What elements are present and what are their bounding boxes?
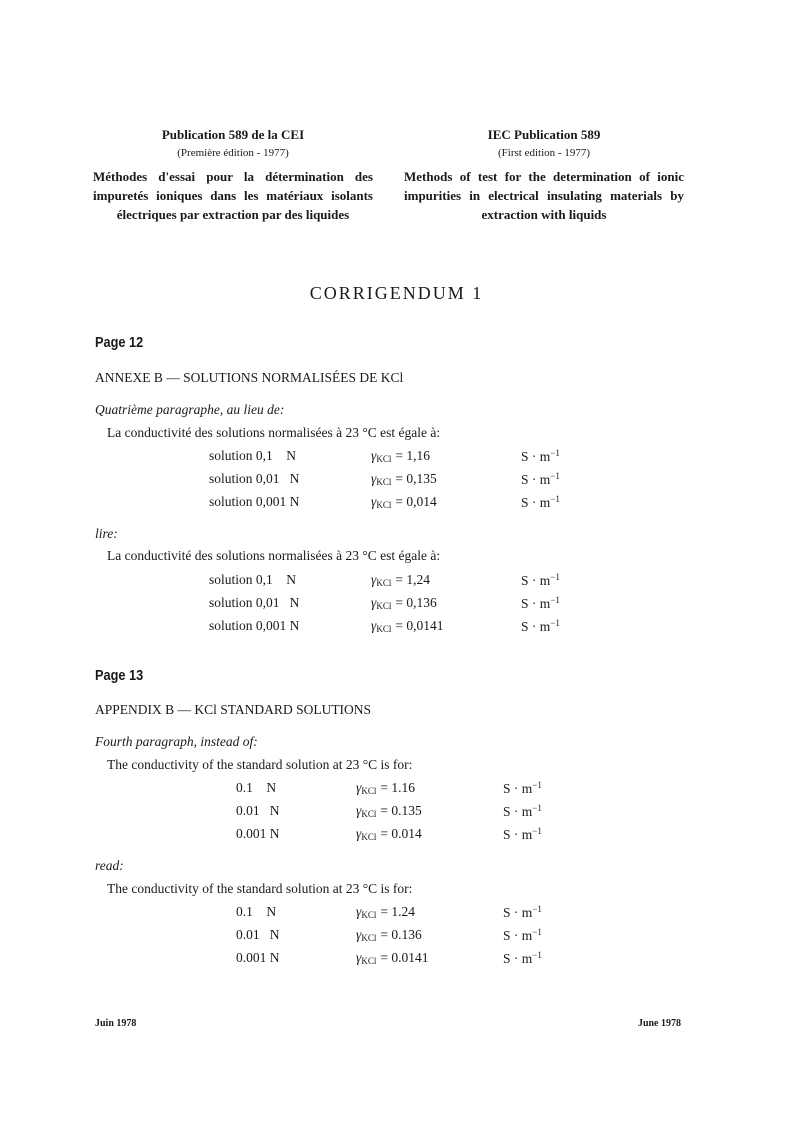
unit-exponent: −1 [550, 572, 560, 582]
unit-label [521, 494, 560, 511]
value-number: = 0.0141 [380, 950, 429, 965]
unit-label [521, 471, 560, 488]
fr-section-title: ANNEXE B — SOLUTIONS NORMALISÉES DE KCl [95, 370, 404, 385]
value-number: = 0,136 [395, 595, 437, 610]
solution-label: solution 0,001 N [209, 618, 300, 633]
unit-exponent: −1 [532, 904, 542, 914]
kcl-subscript: KCl [376, 624, 392, 634]
unit-exponent: −1 [550, 595, 560, 605]
unit-exponent: −1 [532, 950, 542, 960]
unit-base: S · m [503, 928, 533, 943]
gamma-symbol: γ [371, 618, 377, 633]
page-13-heading: Page 13 [95, 667, 144, 684]
en-intro-new: The conductivity of the standard solution at 23 °C is for: [107, 881, 413, 896]
header-english [404, 125, 684, 224]
value-number: = 0,135 [395, 471, 437, 486]
unit-label [521, 618, 560, 635]
header-en-title: IEC Publication 589 [487, 127, 601, 142]
conductivity-value [356, 803, 422, 819]
fr-intro-old: La conductivité des solutions normalisées à 23 °C est égale à: [107, 425, 441, 440]
conductivity-value [356, 780, 415, 796]
conductivity-value [371, 572, 430, 588]
kcl-subscript: KCl [376, 500, 392, 510]
value-number: = 1.16 [380, 780, 415, 795]
unit-label [521, 448, 560, 465]
unit-label [521, 572, 560, 589]
unit-base: S · m [521, 495, 551, 510]
unit-exponent: −1 [550, 618, 560, 628]
gamma-symbol: γ [371, 595, 377, 610]
unit-exponent: −1 [532, 803, 542, 813]
unit-base: S · m [521, 573, 551, 588]
corrigendum-title: CORRIGENDUM 1 [309, 283, 484, 303]
unit-label [503, 950, 542, 967]
kcl-subscript: KCl [361, 786, 377, 796]
gamma-symbol: γ [356, 950, 362, 965]
unit-base: S · m [503, 781, 533, 796]
gamma-symbol: γ [371, 572, 377, 587]
unit-exponent: −1 [532, 927, 542, 937]
conductivity-value [371, 448, 430, 464]
unit-exponent: −1 [550, 494, 560, 504]
gamma-symbol: γ [356, 826, 362, 841]
fr-intro-new: La conductivité des solutions normalisées à 23 °C est égale à: [107, 548, 441, 563]
solution-label: 0.01 N [236, 927, 280, 942]
unit-label [503, 780, 542, 797]
solution-label: solution 0,01 N [209, 471, 300, 486]
unit-base: S · m [521, 472, 551, 487]
header-fr-title: Publication 589 de la CEI [161, 127, 305, 142]
footer-left-date: Juin 1978 [95, 1018, 137, 1029]
value-number: = 1.24 [380, 904, 415, 919]
value-number: = 0.014 [380, 826, 422, 841]
gamma-symbol: γ [371, 471, 377, 486]
value-number: = 0.136 [380, 927, 422, 942]
conductivity-value [371, 618, 443, 634]
fr-read-label: lire: [95, 526, 118, 541]
unit-base: S · m [503, 905, 533, 920]
footer-right-date: June 1978 [637, 1018, 681, 1029]
en-section-title: APPENDIX B — KCl STANDARD SOLUTIONS [95, 702, 372, 717]
unit-label [521, 595, 560, 612]
kcl-subscript: KCl [361, 933, 377, 943]
unit-label [503, 927, 542, 944]
value-number: = 0,0141 [395, 618, 444, 633]
unit-exponent: −1 [532, 826, 542, 836]
en-read-label: read: [95, 858, 124, 873]
value-number: = 0,014 [395, 494, 437, 509]
kcl-subscript: KCl [361, 910, 377, 920]
unit-exponent: −1 [532, 780, 542, 790]
header-french [93, 125, 373, 224]
kcl-subscript: KCl [376, 477, 392, 487]
value-number: = 1,24 [395, 572, 430, 587]
conductivity-value [356, 826, 422, 842]
solution-label: 0.1 N [236, 780, 277, 795]
gamma-symbol: γ [371, 494, 377, 509]
unit-base: S · m [521, 449, 551, 464]
unit-exponent: −1 [550, 471, 560, 481]
value-number: = 1,16 [395, 448, 430, 463]
kcl-subscript: KCl [361, 832, 377, 842]
kcl-subscript: KCl [376, 454, 392, 464]
unit-label [503, 826, 542, 843]
unit-label [503, 803, 542, 820]
solution-label: 0.1 N [236, 904, 277, 919]
unit-base: S · m [521, 619, 551, 634]
conductivity-value [356, 904, 415, 920]
solution-label: solution 0,1 N [209, 448, 297, 463]
gamma-symbol: γ [371, 448, 377, 463]
en-instead-label: Fourth paragraph, instead of: [95, 734, 258, 749]
unit-base: S · m [503, 804, 533, 819]
solution-label: 0.001 N [236, 950, 280, 965]
header-en-description: Methods of test for the determination of ionic impurities in electrical insulating materials by extraction with liquids [404, 169, 684, 222]
gamma-symbol: γ [356, 803, 362, 818]
unit-exponent: −1 [550, 448, 560, 458]
kcl-subscript: KCl [376, 578, 392, 588]
header-fr-subtitle: (Première édition - 1977) [177, 147, 289, 159]
solution-label: solution 0,01 N [209, 595, 300, 610]
gamma-symbol: γ [356, 904, 362, 919]
fr-instead-label: Quatrième paragraphe, au lieu de: [95, 402, 285, 417]
value-number: = 0.135 [380, 803, 422, 818]
conductivity-value [371, 494, 437, 510]
unit-base: S · m [503, 951, 533, 966]
unit-label [503, 904, 542, 921]
kcl-subscript: KCl [361, 956, 377, 966]
en-intro-old: The conductivity of the standard solution at 23 °C is for: [107, 757, 413, 772]
solution-label: solution 0,1 N [209, 572, 297, 587]
kcl-subscript: KCl [361, 809, 377, 819]
solution-label: 0.001 N [236, 826, 280, 841]
unit-base: S · m [521, 596, 551, 611]
unit-base: S · m [503, 827, 533, 842]
conductivity-value [371, 471, 437, 487]
gamma-symbol: γ [356, 780, 362, 795]
header-fr-description: Méthodes d'essai pour la détermination des impuretés ioniques dans les matériaux isolants électriques par extraction par des liquides [93, 169, 373, 222]
gamma-symbol: γ [356, 927, 362, 942]
solution-label: solution 0,001 N [209, 494, 300, 509]
solution-label: 0.01 N [236, 803, 280, 818]
kcl-subscript: KCl [376, 601, 392, 611]
conductivity-value [371, 595, 437, 611]
conductivity-value [356, 927, 422, 943]
page-12-heading: Page 12 [95, 334, 144, 351]
header-en-subtitle: (First edition - 1977) [498, 147, 590, 159]
conductivity-value [356, 950, 428, 966]
